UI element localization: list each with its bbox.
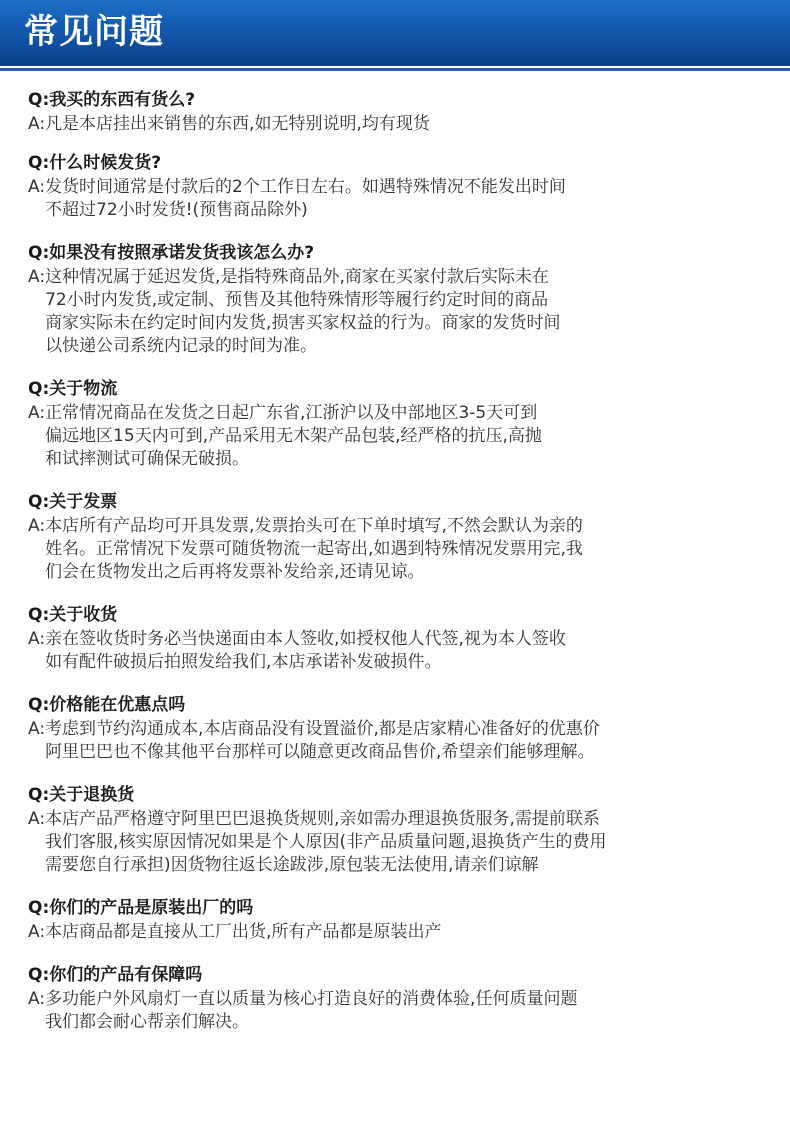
faq-item (28, 896, 768, 944)
answer-line: 考虑到节约沟通成本,本店商品没有设置溢价,都是店家精心准备好的优惠价 (45, 719, 600, 739)
answer-line: 本店商品都是直接从工厂出货,所有产品都是原装出产 (45, 922, 442, 942)
faq-question: Q:关于退换货 (28, 785, 135, 805)
faq-item (28, 963, 768, 1034)
answer-line: 我们客服,核实原因情况如果是个人原因(非产品质量问题,退换货产生的费用 (45, 832, 607, 852)
faq-answer (28, 266, 768, 358)
page-header (0, 0, 790, 66)
faq-question: Q:我买的东西有货么? (28, 90, 196, 110)
faq-question: Q:关于发票 (28, 492, 118, 512)
answer-prefix: A: (28, 922, 46, 942)
answer-line: 和试摔测试可确保无破损。 (45, 449, 250, 469)
answer-line: 以快递公司系统内记录的时间为准。 (45, 336, 318, 356)
answer-prefix: A: (28, 809, 46, 829)
answer-line: 72小时内发货,或定制、预售及其他特殊情形等履行约定时间的商品 (45, 290, 549, 310)
faq-item (28, 783, 768, 877)
answer-prefix: A: (28, 267, 46, 287)
faq-item (28, 693, 768, 764)
faq-answer (28, 718, 768, 764)
answer-prefix: A: (28, 989, 46, 1009)
faq-answer (28, 988, 768, 1034)
faq-answer (28, 515, 768, 584)
answer-prefix: A: (28, 403, 46, 423)
faq-question: Q:什么时候发货? (28, 153, 162, 173)
answer-line: 正常情况商品在发货之日起广东省,江浙沪以及中部地区3-5天可到 (45, 403, 538, 423)
faq-list (28, 88, 768, 1049)
answer-line: 偏远地区15天内可到,产品采用无木架产品包装,经严格的抗压,高抛 (45, 426, 542, 446)
faq-item (28, 377, 768, 471)
answer-line: 亲在签收货时务必当快递面由本人签收,如授权他人代签,视为本人签收 (45, 629, 566, 649)
faq-answer (28, 921, 768, 944)
faq-answer (28, 628, 768, 674)
answer-line: 们会在货物发出之后再将发票补发给亲,还请见谅。 (45, 562, 425, 582)
page-title: 常见问题 (24, 12, 164, 52)
faq-question: Q:你们的产品是原装出厂的吗 (28, 898, 254, 918)
faq-answer (28, 402, 768, 471)
answer-line: 本店所有产品均可开具发票,发票抬头可在下单时填写,不然会默认为亲的 (45, 516, 583, 536)
answer-line: 本店产品严格遵守阿里巴巴退换货规则,亲如需办理退换货服务,需提前联系 (45, 809, 600, 829)
answer-line: 凡是本店挂出来销售的东西,如无特别说明,均有现货 (45, 114, 430, 134)
faq-question: Q:关于物流 (28, 379, 118, 399)
answer-line: 如有配件破损后拍照发给我们,本店承诺补发破损件。 (45, 652, 442, 672)
answer-line: 发货时间通常是付款后的2个工作日左右。如遇特殊情况不能发出时间 (45, 177, 566, 197)
answer-line: 商家实际未在约定时间内发货,损害买家权益的行为。商家的发货时间 (45, 313, 561, 333)
answer-line: 需要您自行承担)因货物往返长途跋涉,原包装无法使用,请亲们谅解 (45, 855, 539, 875)
faq-item (28, 88, 768, 136)
answer-prefix: A: (28, 114, 46, 134)
answer-prefix: A: (28, 516, 46, 536)
answer-line: 多功能户外风扇灯一直以质量为核心打造良好的消费体验,任何质量问题 (45, 989, 578, 1009)
faq-answer (28, 113, 768, 136)
answer-prefix: A: (28, 177, 46, 197)
faq-answer (28, 176, 768, 222)
answer-line: 姓名。正常情况下发票可随货物流一起寄出,如遇到特殊情况发票用完,我 (45, 539, 583, 559)
answer-line: 我们都会耐心帮亲们解决。 (45, 1012, 250, 1032)
answer-prefix: A: (28, 719, 46, 739)
faq-item (28, 490, 768, 584)
faq-item (28, 241, 768, 358)
faq-item (28, 151, 768, 222)
faq-item (28, 603, 768, 674)
faq-question: Q:关于收货 (28, 605, 118, 625)
faq-question: Q:价格能在优惠点吗 (28, 695, 186, 715)
header-divider (0, 68, 790, 71)
answer-line: 阿里巴巴也不像其他平台那样可以随意更改商品售价,希望亲们能够理解。 (45, 742, 595, 762)
answer-line: 这种情况属于延迟发货,是指特殊商品外,商家在买家付款后实际未在 (45, 267, 549, 287)
answer-line: 不超过72小时发货!(预售商品除外) (45, 200, 308, 220)
faq-question: Q:如果没有按照承诺发货我该怎么办? (28, 243, 315, 263)
faq-question: Q:你们的产品有保障吗 (28, 965, 203, 985)
answer-prefix: A: (28, 629, 46, 649)
faq-answer (28, 808, 768, 877)
